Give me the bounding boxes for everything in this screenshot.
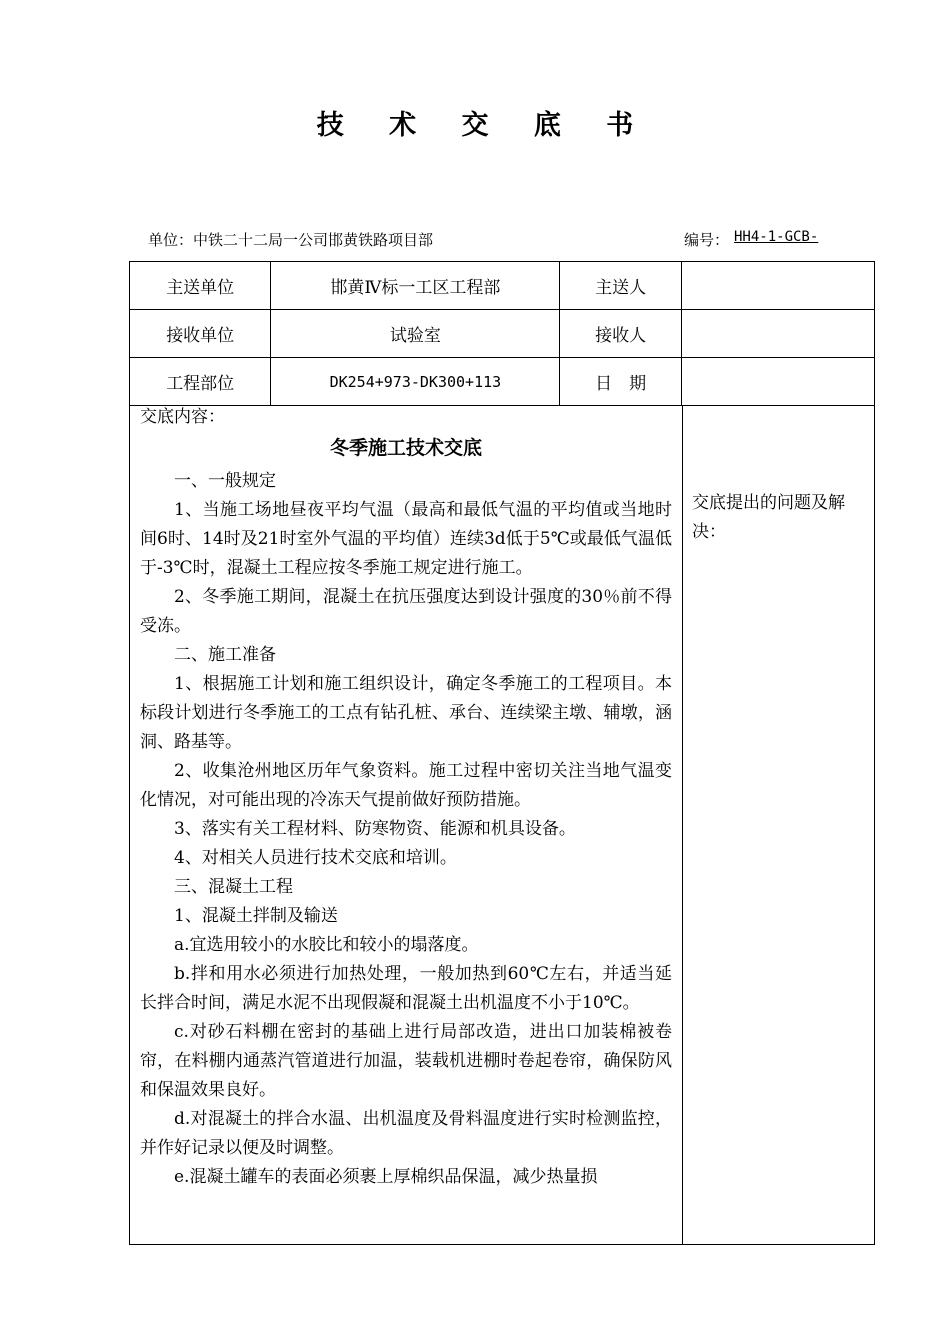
unit-line: 单位：中铁二十二局一公司邯黄铁路项目部 — [148, 231, 434, 249]
info-table — [129, 261, 875, 406]
sender-value — [681, 262, 874, 310]
paragraph: 2、冬季施工期间，混凝土在抗压强度达到设计强度的30％前不得受冻。 — [140, 587, 672, 636]
paragraph: d.对混凝土的拌合水温、出机温度及骨料温度进行实时检测监控，并作好记录以便及时调整。 — [140, 1109, 672, 1158]
receiver-unit-value: 试验室 — [271, 310, 560, 358]
serial-label: 编号： — [684, 231, 730, 249]
sender-label: 主送人 — [560, 262, 682, 310]
paragraph: 3、落实有关工程材料、防寒物资、能源和机具设备。 — [174, 819, 576, 839]
table-row — [130, 262, 875, 310]
sender-unit-label: 主送单位 — [130, 262, 271, 310]
table-row — [130, 310, 875, 358]
sender-unit-value: 邯黄Ⅳ标一工区工程部 — [271, 262, 560, 310]
side-note: 交底提出的问题及解决： — [692, 493, 845, 542]
paragraph: b.拌和用水必须进行加热处理，一般加热到60℃左右，并适当延长拌合时间，满足水泥不出现假凝和混凝土出机温度不小于10℃。 — [140, 964, 672, 1013]
receiver-unit-label: 接收单位 — [130, 310, 271, 358]
paragraph: 4、对相关人员进行技术交底和培训。 — [174, 848, 457, 868]
paragraph: 1、当施工场地昼夜平均气温（最高和最低气温的平均值或当地时间6时、14时及21时室外气温的平均值）连续3d低于5℃或最低气温低于-3℃时，混凝土工程应按冬季施工规定进行施工。 — [140, 500, 672, 578]
paragraph: c.对砂石料棚在密封的基础上进行局部改造，进出口加装棉被卷帘，在料棚内通蒸汽管道进行加温，装载机进棚时卷起卷帘，确保防风和保温效果良好。 — [140, 1022, 672, 1100]
section-heading: 三、混凝土工程 — [174, 877, 293, 897]
content-heading: 冬季施工技术交底 — [329, 437, 482, 459]
content-intro: 交底内容： — [140, 407, 225, 427]
receiver-label: 接收人 — [560, 310, 682, 358]
section-heading: 二、施工准备 — [174, 645, 276, 665]
subsection-heading: 1、混凝土拌制及输送 — [174, 906, 338, 926]
document-title: 技 术 交 底 书 — [316, 110, 652, 141]
receiver-value — [681, 310, 874, 358]
date-label: 日 期 — [560, 358, 682, 406]
date-value — [681, 358, 874, 406]
paragraph: a.宜选用较小的水胶比和较小的塌落度。 — [174, 935, 479, 955]
paragraph: 2、收集沧州地区历年气象资料。施工过程中密切关注当地气温变化情况，对可能出现的冷冻天气提前做好预防措施。 — [140, 761, 672, 810]
paragraph: 1、根据施工计划和施工组织设计，确定冬季施工的工程项目。本标段计划进行冬季施工的工点有钻孔桩、承台、连续梁主墩、辅墩，涵洞、路基等。 — [140, 674, 672, 752]
table-row — [130, 358, 875, 406]
content-body — [140, 405, 672, 1192]
section-heading: 一、一般规定 — [174, 471, 276, 491]
column-divider — [682, 405, 683, 1244]
location-label: 工程部位 — [130, 358, 271, 406]
serial-value: HH4-1-GCB- — [734, 229, 819, 245]
location-value: DK254+973-DK300+113 — [271, 358, 560, 406]
content-section — [129, 405, 875, 1245]
paragraph: e.混凝土罐车的表面必须裹上厚棉织品保温，减少热量损 — [174, 1167, 598, 1187]
